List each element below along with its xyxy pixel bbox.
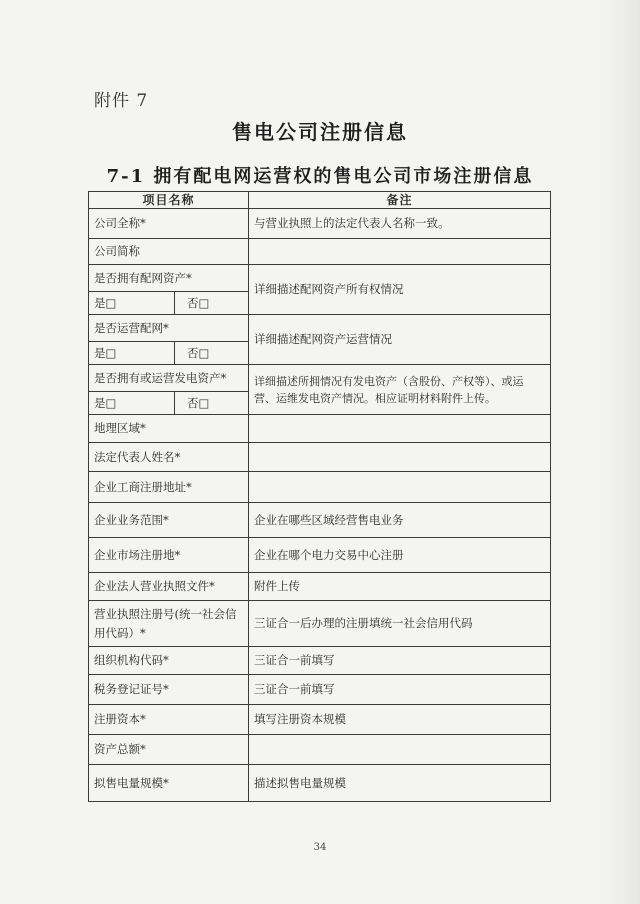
table-row xyxy=(89,503,551,538)
attachment-label: 附件 7 xyxy=(94,91,149,111)
table-row xyxy=(89,443,551,472)
row-item: 企业工商注册地址* xyxy=(89,472,249,503)
page-number: 34 xyxy=(313,842,327,853)
page-title: 售电公司注册信息 xyxy=(232,120,408,144)
row-item: 地理区域* xyxy=(89,415,249,443)
table-row xyxy=(89,265,551,292)
row-note: 与营业执照上的法定代表人名称一致。 xyxy=(249,209,551,239)
row-note xyxy=(249,443,551,472)
registration-table xyxy=(88,191,551,802)
row-item: 拟售电量规模* xyxy=(89,765,249,802)
no-checkbox-label: 否□ xyxy=(175,392,249,415)
row-item: 是否运营配网* xyxy=(89,315,249,342)
no-checkbox-label: 否□ xyxy=(175,342,249,365)
row-item: 公司全称* xyxy=(89,209,249,239)
row-item: 企业法人营业执照文件* xyxy=(89,573,249,601)
row-note: 详细描述配网资产所有权情况 xyxy=(249,265,551,315)
row-item: 是否拥有或运营发电资产* xyxy=(89,365,249,392)
table-row xyxy=(89,675,551,705)
table-row xyxy=(89,538,551,573)
yes-checkbox-label: 是□ xyxy=(89,392,175,415)
table-row xyxy=(89,647,551,675)
section-title: 7-1 拥有配电网运营权的售电公司市场注册信息 xyxy=(106,166,534,187)
row-note: 三证合一后办理的注册填统一社会信用代码 xyxy=(249,601,551,647)
row-note: 三证合一前填写 xyxy=(249,647,551,675)
row-note xyxy=(249,415,551,443)
header-item-name: 项目名称 xyxy=(89,192,249,209)
table-row xyxy=(89,765,551,802)
row-item: 营业执照注册号(统一社会信用代码）* xyxy=(89,601,249,647)
row-note: 企业在哪些区域经营售电业务 xyxy=(249,503,551,538)
table-row xyxy=(89,315,551,342)
row-item: 法定代表人姓名* xyxy=(89,443,249,472)
table-row xyxy=(89,735,551,765)
table-row xyxy=(89,705,551,735)
yes-checkbox-label: 是□ xyxy=(89,342,175,365)
row-note: 企业在哪个电力交易中心注册 xyxy=(249,538,551,573)
row-note: 详细描述配网资产运营情况 xyxy=(249,315,551,365)
row-item: 企业市场注册地* xyxy=(89,538,249,573)
row-item: 是否拥有配网资产* xyxy=(89,265,249,292)
header-note: 备注 xyxy=(249,192,551,209)
no-checkbox-label: 否□ xyxy=(175,292,249,315)
row-note xyxy=(249,239,551,265)
row-item: 公司简称 xyxy=(89,239,249,265)
row-note xyxy=(249,735,551,765)
row-item: 资产总额* xyxy=(89,735,249,765)
row-item: 税务登记证号* xyxy=(89,675,249,705)
row-note: 详细描述所拥情况有发电资产（含股份、产权等）、或运营、运维发电资产情况。相应证明材料附件上传。 xyxy=(249,365,551,415)
row-item: 组织机构代码* xyxy=(89,647,249,675)
table-row xyxy=(89,239,551,265)
row-item: 注册资本* xyxy=(89,705,249,735)
table-row xyxy=(89,209,551,239)
yes-checkbox-label: 是□ xyxy=(89,292,175,315)
row-note: 附件上传 xyxy=(249,573,551,601)
table-row xyxy=(89,601,551,647)
table-row xyxy=(89,365,551,392)
row-note: 三证合一前填写 xyxy=(249,675,551,705)
row-note: 填写注册资本规模 xyxy=(249,705,551,735)
table-row xyxy=(89,415,551,443)
table-row xyxy=(89,573,551,601)
row-note xyxy=(249,472,551,503)
row-note: 描述拟售电量规模 xyxy=(249,765,551,802)
row-item: 企业业务范围* xyxy=(89,503,249,538)
table-row xyxy=(89,472,551,503)
table-header-row xyxy=(89,192,551,209)
